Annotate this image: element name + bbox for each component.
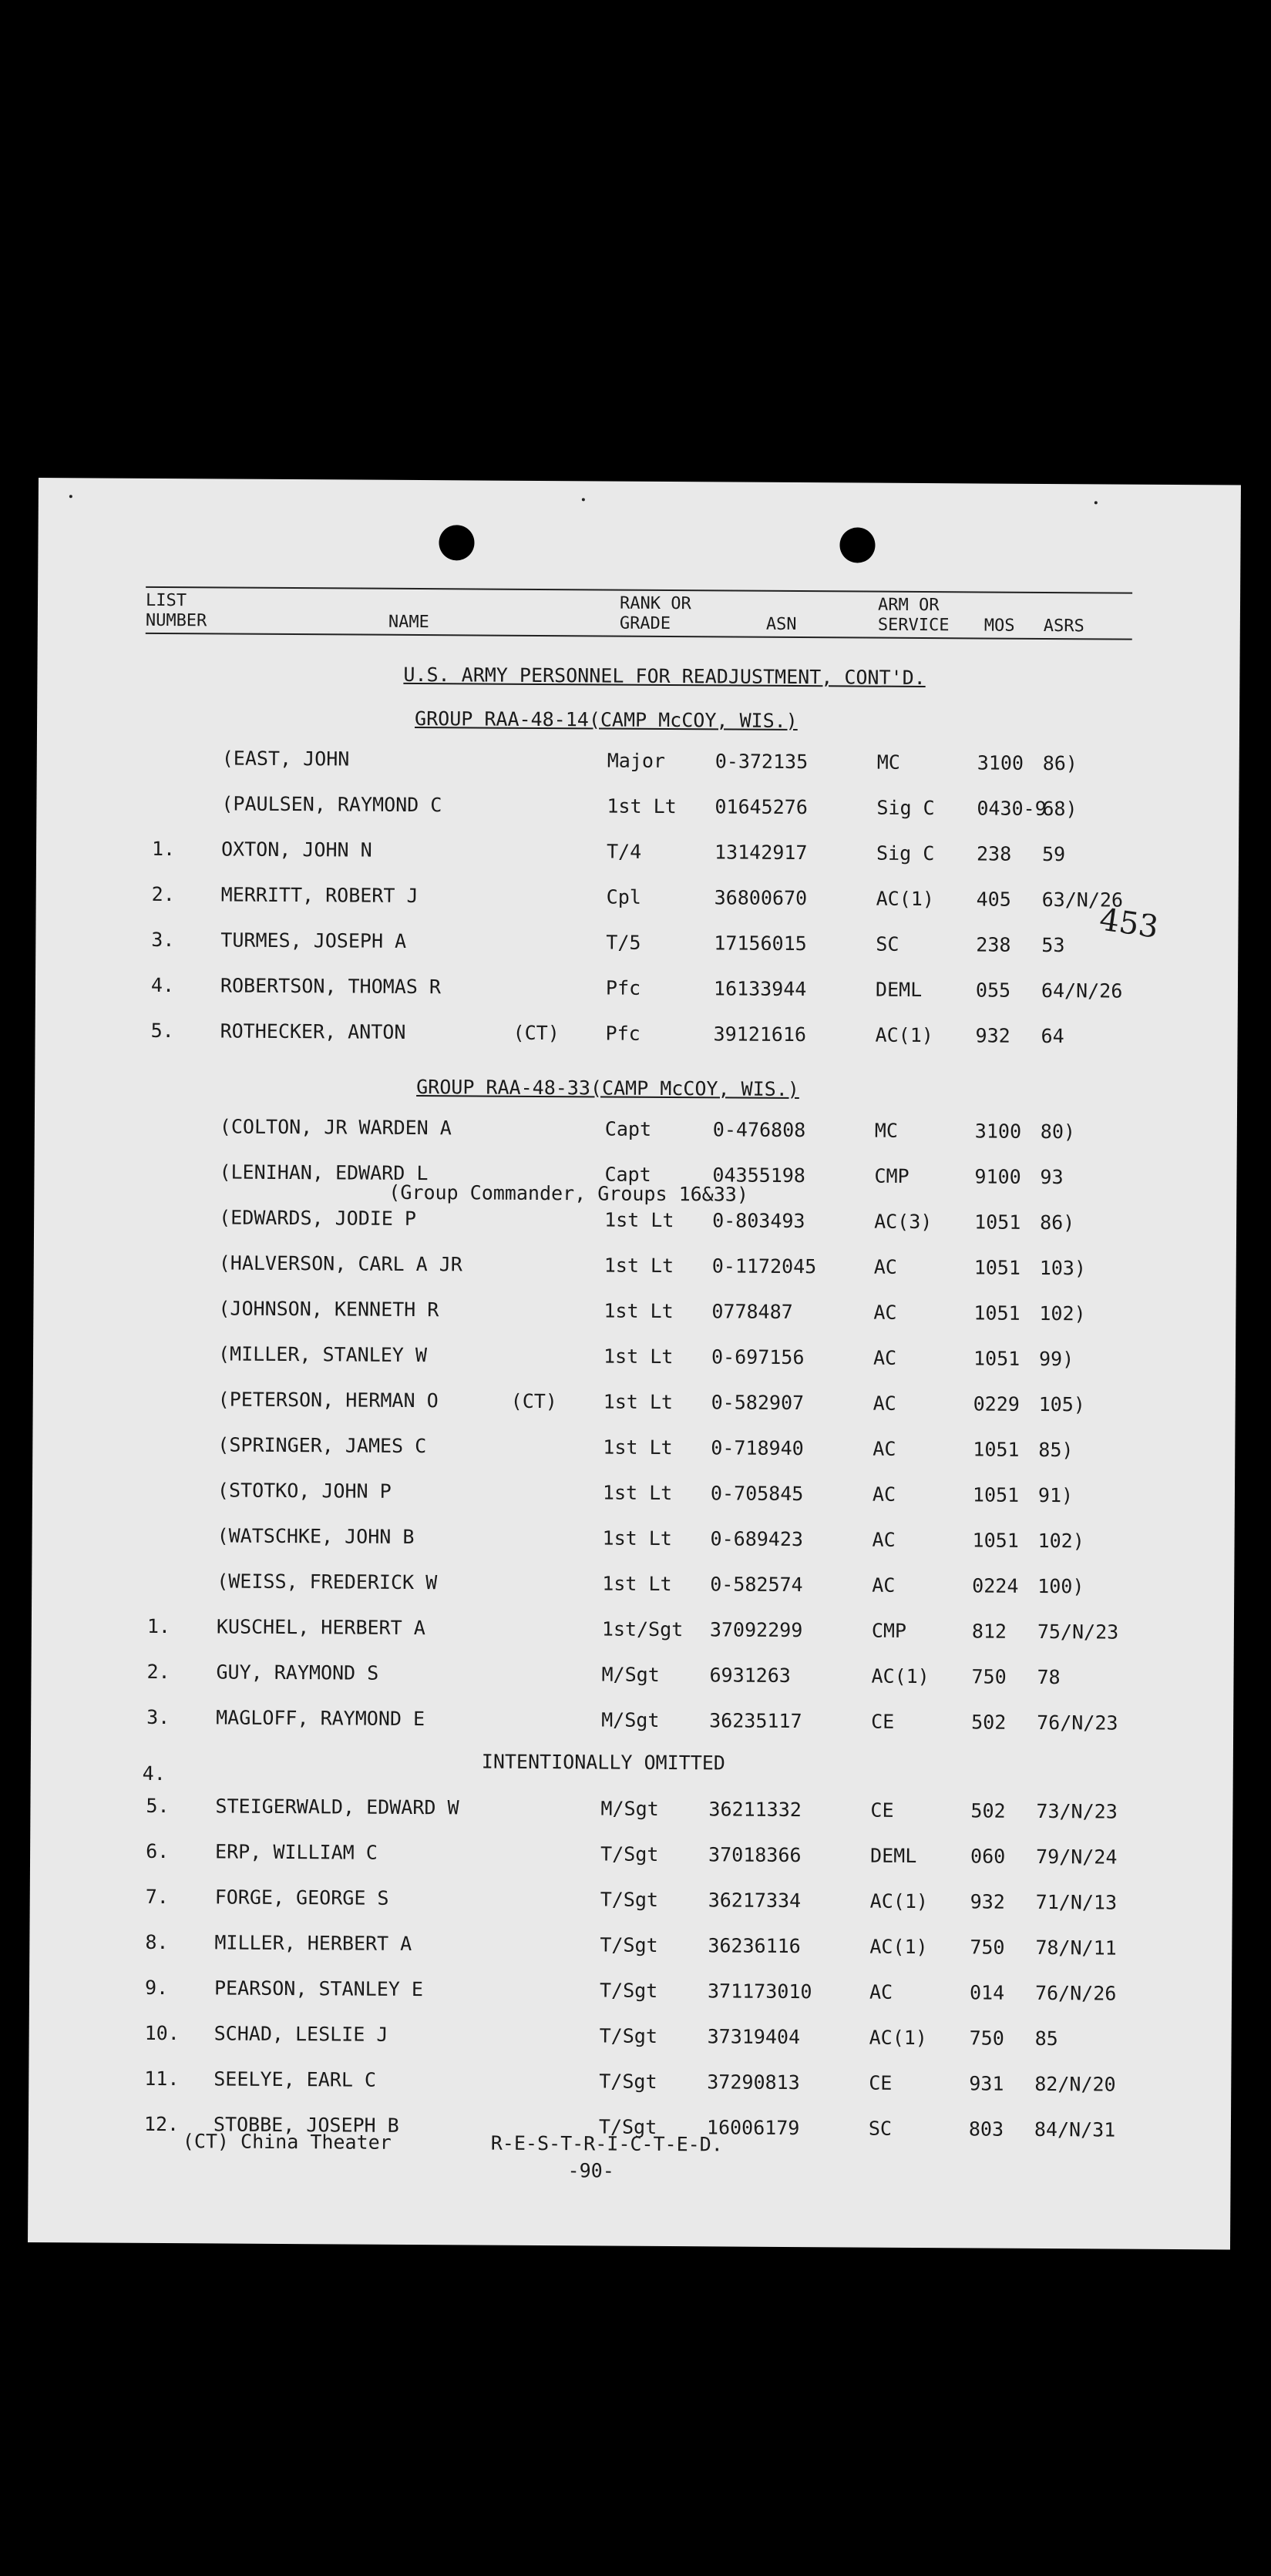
asrs-score: 82/N/20 xyxy=(1034,2072,1116,2096)
rank-grade: Pfc xyxy=(605,976,641,999)
asrs-score: 79/N/24 xyxy=(1036,1845,1118,1869)
arm-service: AC xyxy=(872,1528,896,1551)
asn-number: 0-1172045 xyxy=(711,1254,817,1278)
arm-service: AC xyxy=(873,1437,896,1460)
arm-service: MC xyxy=(876,751,900,774)
rank-grade: 1st Lt xyxy=(603,1345,674,1369)
mos-code: 750 xyxy=(970,1936,1005,1959)
list-number: 9. xyxy=(144,1976,169,2000)
asn-number: 01645276 xyxy=(715,795,808,819)
asn-number: 0778487 xyxy=(711,1300,793,1323)
rank-grade: Capt xyxy=(604,1117,652,1140)
list-number: 4. xyxy=(150,973,175,997)
person-name: MILLER, HERBERT A xyxy=(214,1931,412,1955)
list-number: 10. xyxy=(144,2021,180,2045)
rank-grade: 1st Lt xyxy=(603,1436,673,1459)
theater-note: (CT) xyxy=(510,1389,557,1413)
header-grade: GRADE xyxy=(619,613,671,634)
rank-grade: 1st Lt xyxy=(604,1254,674,1278)
rank-grade: 1st/Sgt xyxy=(601,1617,684,1641)
rank-grade: T/Sgt xyxy=(599,2024,658,2047)
list-number: 6. xyxy=(146,1839,170,1863)
list-number: 7. xyxy=(145,1885,169,1909)
header-rule-top xyxy=(146,586,1132,594)
rank-grade: 1st Lt xyxy=(604,1208,674,1232)
mos-code: 1051 xyxy=(973,1256,1021,1279)
mos-code: 1051 xyxy=(973,1347,1020,1370)
asrs-score: 76/N/26 xyxy=(1034,1981,1117,2005)
person-name: (LENIHAN, EDWARD L xyxy=(219,1160,429,1185)
asn-number: 371173010 xyxy=(707,1980,812,2003)
person-name: (JOHNSON, KENNETH R xyxy=(218,1297,439,1322)
asn-number: 13142917 xyxy=(714,841,808,865)
arm-service: AC(1) xyxy=(876,887,935,911)
mos-code: 932 xyxy=(975,1024,1010,1047)
rank-grade: M/Sgt xyxy=(601,1663,660,1686)
asn-number: 36800670 xyxy=(714,886,808,910)
asn-number: 16006179 xyxy=(706,2116,800,2140)
asrs-score: 64/N/26 xyxy=(1041,979,1123,1003)
person-name: GUY, RAYMOND S xyxy=(216,1661,379,1684)
asn-number: 16133944 xyxy=(713,977,807,1001)
asrs-score: 93 xyxy=(1040,1165,1064,1189)
list-number: 2. xyxy=(146,1660,170,1684)
arm-service: CE xyxy=(871,1710,895,1733)
person-name: (EDWARDS, JODIE P xyxy=(219,1206,417,1231)
list-number: 1. xyxy=(151,837,176,861)
list-number: 5. xyxy=(146,1794,170,1818)
arm-service: CE xyxy=(869,2071,893,2094)
rank-grade: 1st Lt xyxy=(604,1299,674,1323)
asrs-score: 102) xyxy=(1039,1301,1086,1325)
rank-grade: Major xyxy=(607,749,666,772)
rank-grade: T/Sgt xyxy=(600,1888,659,1911)
asrs-score: 85) xyxy=(1038,1438,1074,1462)
asn-number: 37319404 xyxy=(707,2025,801,2049)
person-name: (MILLER, STANLEY W xyxy=(217,1342,428,1367)
asn-number: 37092299 xyxy=(709,1618,803,1642)
mos-code: 405 xyxy=(976,888,1011,911)
arm-service: Sig C xyxy=(876,796,935,820)
mos-code: 0224 xyxy=(972,1574,1019,1597)
person-name: (EAST, JOHN xyxy=(221,747,350,771)
asrs-score: 53 xyxy=(1041,933,1065,957)
asn-number: 0-582574 xyxy=(710,1573,803,1597)
asn-number: 0-689423 xyxy=(710,1527,804,1551)
mos-code: 238 xyxy=(976,933,1011,956)
rank-grade: M/Sgt xyxy=(601,1708,660,1731)
header-list: LIST xyxy=(145,590,187,611)
arm-service: DEML xyxy=(875,978,923,1002)
header-name: NAME xyxy=(388,612,429,633)
rank-grade: T/Sgt xyxy=(600,1933,658,1956)
person-name: FORGE, GEORGE S xyxy=(214,1886,389,1909)
mos-code: 0229 xyxy=(973,1392,1020,1416)
rank-grade: T/Sgt xyxy=(599,2070,657,2093)
asn-number: 36236116 xyxy=(708,1934,801,1958)
rank-grade: T/Sgt xyxy=(600,1842,659,1866)
person-name: SEELYE, EARL C xyxy=(214,2067,377,2091)
punch-hole xyxy=(439,525,474,560)
person-name: TURMES, JOSEPH A xyxy=(220,929,407,952)
header-asn: ASN xyxy=(765,614,797,635)
rank-grade: 1st Lt xyxy=(602,1526,673,1550)
arm-service: AC(1) xyxy=(871,1664,930,1688)
asrs-score: 103) xyxy=(1039,1256,1087,1280)
asrs-score: 86) xyxy=(1040,1211,1075,1234)
person-name: ROBERTSON, THOMAS R xyxy=(220,974,442,999)
asn-number: 39121616 xyxy=(713,1023,807,1046)
arm-service: MC xyxy=(874,1119,899,1142)
asrs-score: 85 xyxy=(1034,2027,1058,2050)
arm-service: AC(1) xyxy=(869,1889,929,1913)
ct-note: (CT) China Theater xyxy=(182,2130,392,2154)
header-service: SERVICE xyxy=(877,615,950,636)
mos-code: 1051 xyxy=(973,1301,1020,1325)
arm-service: AC xyxy=(873,1392,896,1415)
margin-dot xyxy=(69,495,72,498)
asrs-score: 80) xyxy=(1040,1120,1076,1144)
asrs-score: 71/N/13 xyxy=(1035,1890,1118,1914)
rank-grade: M/Sgt xyxy=(600,1797,659,1820)
page-number: -90- xyxy=(567,2159,614,2182)
margin-dot xyxy=(582,498,585,501)
rank-grade: Cpl xyxy=(606,885,641,908)
person-name: (SPRINGER, JAMES C xyxy=(217,1433,427,1458)
list-number: 2. xyxy=(151,882,175,906)
asn-number: 0-718940 xyxy=(711,1436,804,1460)
mos-code: 060 xyxy=(970,1845,1006,1868)
mos-code: 0430-9 xyxy=(977,797,1047,820)
header-arm: ARM OR xyxy=(877,595,940,616)
arm-service: AC xyxy=(872,1483,896,1506)
rank-grade: 1st Lt xyxy=(607,794,677,818)
mos-code: 502 xyxy=(970,1799,1006,1822)
asn-number: 0-697156 xyxy=(711,1345,805,1369)
asn-number: 04355198 xyxy=(712,1164,805,1187)
rank-grade: T/Sgt xyxy=(598,2115,657,2138)
mos-code: 812 xyxy=(971,1620,1007,1643)
section-title: U.S. ARMY PERSONNEL FOR READJUSTMENT, CONT'D. xyxy=(403,663,926,690)
rank-grade: 1st Lt xyxy=(603,1390,674,1414)
asrs-score: 105) xyxy=(1038,1392,1085,1416)
asrs-score: 68) xyxy=(1042,797,1078,821)
person-name: (COLTON, JR WARDEN A xyxy=(219,1115,452,1140)
mos-code: 750 xyxy=(971,1665,1007,1688)
person-name: SCHAD, LESLIE J xyxy=(214,2022,388,2046)
arm-service: CMP xyxy=(871,1619,907,1642)
mos-code: 1051 xyxy=(973,1438,1020,1461)
person-name: (STOTKO, JOHN P xyxy=(217,1479,392,1503)
person-name: STEIGERWALD, EDWARD W xyxy=(215,1795,459,1819)
rank-grade: Pfc xyxy=(605,1022,641,1045)
person-name: (WATSCHKE, JOHN B xyxy=(217,1524,415,1549)
asrs-score: 78/N/11 xyxy=(1035,1936,1117,1960)
list-number: 4. xyxy=(142,1762,166,1785)
list-number: 8. xyxy=(145,1930,169,1954)
person-name: (PAULSEN, RAYMOND C xyxy=(221,792,442,817)
asrs-score: 64 xyxy=(1041,1024,1064,1048)
person-name: OXTON, JOHN N xyxy=(220,838,372,861)
punch-hole xyxy=(839,527,875,563)
person-name: MERRITT, ROBERT J xyxy=(220,883,419,908)
asrs-score: 99) xyxy=(1038,1347,1074,1371)
asn-number: 17156015 xyxy=(714,932,807,956)
person-name: ERP, WILLIAM C xyxy=(215,1840,378,1864)
rank-grade: T/Sgt xyxy=(599,1979,658,2002)
asn-number: 6931263 xyxy=(709,1664,791,1687)
asrs-score: 63/N/26 xyxy=(1041,888,1124,912)
rank-grade: Capt xyxy=(604,1163,651,1186)
rank-grade: T/4 xyxy=(606,840,642,863)
asrs-score: 102) xyxy=(1037,1529,1084,1553)
margin-dot xyxy=(1094,501,1098,504)
person-name: MAGLOFF, RAYMOND E xyxy=(216,1706,425,1731)
arm-service: AC xyxy=(873,1301,897,1324)
header-number: NUMBER xyxy=(145,610,207,631)
theater-note: (CT) xyxy=(513,1021,560,1045)
mos-code: 931 xyxy=(969,2072,1004,2095)
group-title: GROUP RAA-48-33(CAMP McCOY, WIS.) xyxy=(416,1076,799,1101)
arm-service: DEML xyxy=(870,1844,917,1867)
mos-code: 014 xyxy=(969,1981,1005,2004)
asrs-score: 76/N/23 xyxy=(1037,1711,1118,1735)
rank-grade: T/5 xyxy=(606,931,641,954)
asn-number: 36235117 xyxy=(709,1709,802,1733)
asn-number: 0-705845 xyxy=(710,1482,804,1506)
arm-service: AC(1) xyxy=(869,2026,928,2050)
asn-number: 37018366 xyxy=(708,1843,802,1867)
asn-number: 36217334 xyxy=(708,1889,802,1913)
asn-number: 36211332 xyxy=(708,1798,802,1822)
asrs-score: 91) xyxy=(1037,1483,1074,1507)
arm-service: AC(3) xyxy=(874,1210,933,1234)
mos-code: 9100 xyxy=(974,1165,1021,1188)
mos-code: 3100 xyxy=(974,1120,1022,1143)
header-rank: RANK OR xyxy=(619,593,691,614)
restricted-label: R-E-S-T-R-I-C-T-E-D. xyxy=(490,2131,723,2156)
mos-code: 238 xyxy=(976,842,1012,865)
mos-code: 502 xyxy=(971,1711,1007,1734)
person-name: (PETERSON, HERMAN O xyxy=(217,1388,439,1412)
asrs-score: 84/N/31 xyxy=(1034,2118,1116,2141)
list-number: 5. xyxy=(150,1019,174,1043)
asn-number: 0-582907 xyxy=(711,1391,805,1415)
arm-service: SC xyxy=(868,2117,893,2140)
arm-service: CMP xyxy=(874,1164,910,1187)
asn-number: 0-372135 xyxy=(715,750,809,774)
asn-number: 37290813 xyxy=(707,2071,800,2094)
omitted-text: INTENTIONALLY OMITTED xyxy=(481,1750,725,1775)
group-commander-note: (Group Commander, Groups 16&33) xyxy=(388,1181,749,1206)
list-number: 12. xyxy=(143,2112,180,2136)
person-name: ROTHECKER, ANTON xyxy=(220,1019,406,1043)
rank-grade: 1st Lt xyxy=(602,1481,673,1505)
arm-service: AC xyxy=(872,1573,896,1597)
asrs-score: 59 xyxy=(1041,842,1066,866)
person-name: STOBBE, JOSEPH B xyxy=(213,2113,399,2137)
mos-code: 803 xyxy=(968,2118,1004,2141)
arm-service: CE xyxy=(870,1798,894,1822)
rank-grade: 1st Lt xyxy=(602,1572,672,1596)
arm-service: SC xyxy=(876,932,899,956)
asn-number: 0-803493 xyxy=(712,1209,805,1233)
mos-code: 1051 xyxy=(972,1483,1020,1506)
group-title: GROUP RAA-48-14(CAMP McCOY, WIS.) xyxy=(415,707,798,733)
mos-code: 932 xyxy=(970,1890,1005,1913)
header-mos: MOS xyxy=(984,616,1015,636)
header-asrs: ASRS xyxy=(1043,616,1084,636)
mos-code: 1051 xyxy=(974,1211,1021,1234)
mos-code: 055 xyxy=(975,979,1011,1002)
mos-code: 750 xyxy=(969,2027,1004,2050)
asrs-score: 86) xyxy=(1042,751,1078,775)
arm-service: Sig C xyxy=(876,841,935,865)
mos-code: 1051 xyxy=(972,1529,1019,1552)
asrs-score: 73/N/23 xyxy=(1036,1799,1118,1823)
mos-code: 3100 xyxy=(977,751,1024,774)
list-number: 1. xyxy=(146,1614,171,1638)
arm-service: AC(1) xyxy=(869,1935,928,1959)
person-name: (HALVERSON, CARL A JR xyxy=(218,1251,462,1276)
person-name: KUSCHEL, HERBERT A xyxy=(216,1615,425,1640)
asrs-score: 75/N/23 xyxy=(1037,1620,1119,1644)
list-number: 3. xyxy=(151,928,175,952)
arm-service: AC xyxy=(873,1255,897,1278)
asn-number: 0-476808 xyxy=(712,1118,806,1142)
arm-service: AC(1) xyxy=(875,1023,933,1047)
arm-service: AC xyxy=(869,1980,893,2003)
person-name: PEARSON, STANLEY E xyxy=(214,1977,424,2001)
asrs-score: 100) xyxy=(1037,1574,1084,1598)
list-number: 3. xyxy=(146,1705,170,1729)
person-name: (WEISS, FREDERICK W xyxy=(217,1570,438,1594)
page-stamp: 453 xyxy=(1097,902,1161,945)
arm-service: AC xyxy=(873,1346,897,1369)
asrs-score: 78 xyxy=(1037,1665,1061,1689)
list-number: 11. xyxy=(144,2067,180,2091)
document-page xyxy=(28,478,1241,2249)
